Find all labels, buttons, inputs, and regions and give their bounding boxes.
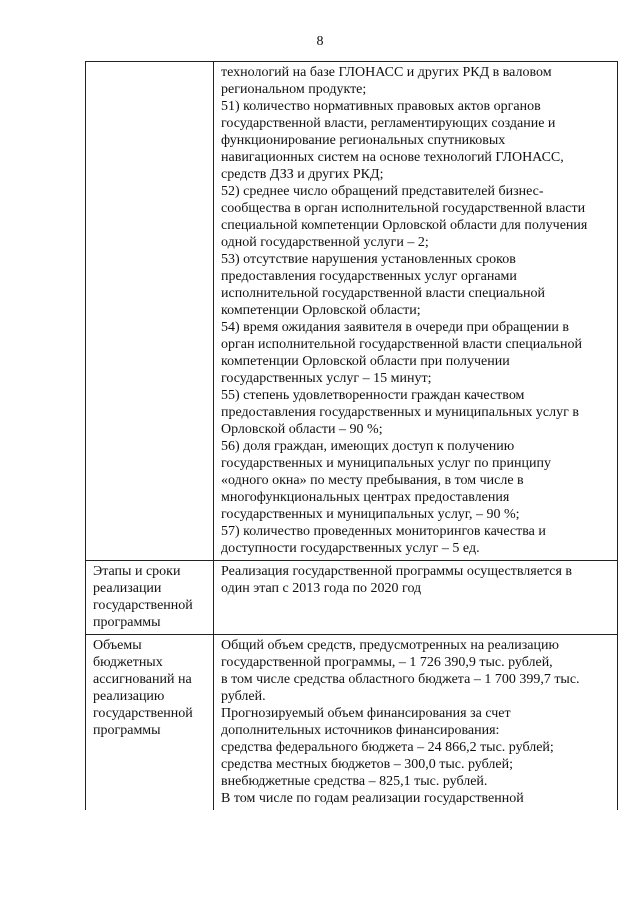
content-line: один этап с 2013 года по 2020 год <box>221 581 422 596</box>
content-line: Прогнозируемый объем финансирования за счет <box>221 706 511 721</box>
table-body <box>86 62 618 811</box>
content-line: 53) отсутствие нарушения установленных сроков <box>221 252 516 267</box>
content-line: функционирование региональных спутниковых <box>221 133 506 148</box>
content-line: государственной власти, регламентирующих создание и <box>221 116 556 131</box>
content-line: средств ДЗЗ и других РКД; <box>221 167 384 182</box>
content-line: сообщества в орган исполнительной государственной власти <box>221 201 586 216</box>
row-stages-and-terms <box>86 561 618 635</box>
content-line: государственных и муниципальных услуг по принципу <box>221 456 551 471</box>
content-line: 57) количество проведенных мониторингов качества и <box>221 524 546 539</box>
content-line: 54) время ожидания заявителя в очереди при обращении в <box>221 320 569 335</box>
content-line: 52) среднее число обращений представителей бизнес- <box>221 184 544 199</box>
content-line: навигационных систем на основе технологий ГЛОНАСС, <box>221 150 564 165</box>
content-line: Общий объем средств, предусмотренных на реализацию <box>221 638 559 653</box>
label-line: бюджетных <box>93 655 163 670</box>
content-line: средства федерального бюджета – 24 866,2 тыс. рублей; <box>221 740 554 755</box>
label-line: Этапы и сроки <box>93 564 181 579</box>
content-line: средства местных бюджетов – 300,0 тыс. рублей; <box>221 757 513 772</box>
row-content-cell <box>214 62 618 561</box>
label-line: ассигнований на <box>93 672 192 687</box>
content-line: многофункциональных центрах предоставления <box>221 490 510 505</box>
label-line: реализацию <box>93 689 165 704</box>
content-line: специальной компетенции Орловской области для получения <box>221 218 588 233</box>
content-line: предоставления государственных услуг органами <box>221 269 517 284</box>
content-line: 51) количество нормативных правовых актов органов <box>221 99 541 114</box>
content-line: 55) степень удовлетворенности граждан качеством <box>221 388 525 403</box>
row-content-cell <box>214 561 618 635</box>
content-line: «одного окна» по месту пребывания, в том числе в <box>221 473 524 488</box>
content-line: Орловской области – 90 %; <box>221 422 383 437</box>
label-line: программы <box>93 723 161 738</box>
label-line: государственной <box>93 598 193 613</box>
content-line: компетенции Орловской области при получении <box>221 354 510 369</box>
content-line: дополнительных источников финансирования: <box>221 723 500 738</box>
content-line: региональном продукте; <box>221 82 367 97</box>
content-line: внебюджетные средства – 825,1 тыс. рублей. <box>221 774 488 789</box>
content-line: исполнительной государственной власти специальной <box>221 286 545 301</box>
row-label-cell <box>86 62 214 561</box>
content-line: государственной программы, – 1 726 390,9 тыс. рублей, <box>221 655 553 670</box>
content-line: одной государственной услуги – 2; <box>221 235 429 250</box>
content-line: Реализация государственной программы осуществляется в <box>221 564 572 579</box>
row-label-cell <box>86 561 214 635</box>
row-content-cell <box>214 635 618 811</box>
content-line: технологий на базе ГЛОНАСС и других РКД в валовом <box>221 65 552 80</box>
content-line: орган исполнительной государственной власти специальной <box>221 337 582 352</box>
label-line: Объемы <box>93 638 142 653</box>
content-line: компетенции Орловской области; <box>221 303 421 318</box>
content-line: в том числе средства областного бюджета – 1 700 399,7 тыс. <box>221 672 580 687</box>
content-line: государственных и муниципальных услуг, – 90 %; <box>221 507 520 522</box>
label-line: реализации <box>93 581 162 596</box>
program-passport-table <box>85 61 618 810</box>
row-indicators-continued <box>86 62 618 561</box>
content-line: предоставления государственных и муниципальных услуг в <box>221 405 579 420</box>
content-line: рублей. <box>221 689 266 704</box>
row-budget-allocations <box>86 635 618 811</box>
content-line: В том числе по годам реализации государственной <box>221 791 524 806</box>
row-label-cell <box>86 635 214 811</box>
label-line: программы <box>93 615 161 630</box>
content-line: доступности государственных услуг – 5 ед. <box>221 541 480 556</box>
content-line: государственных услуг – 15 минут; <box>221 371 432 386</box>
page-number: 8 <box>316 34 324 49</box>
content-line: 56) доля граждан, имеющих доступ к получению <box>221 439 515 454</box>
label-line: государственной <box>93 706 193 721</box>
